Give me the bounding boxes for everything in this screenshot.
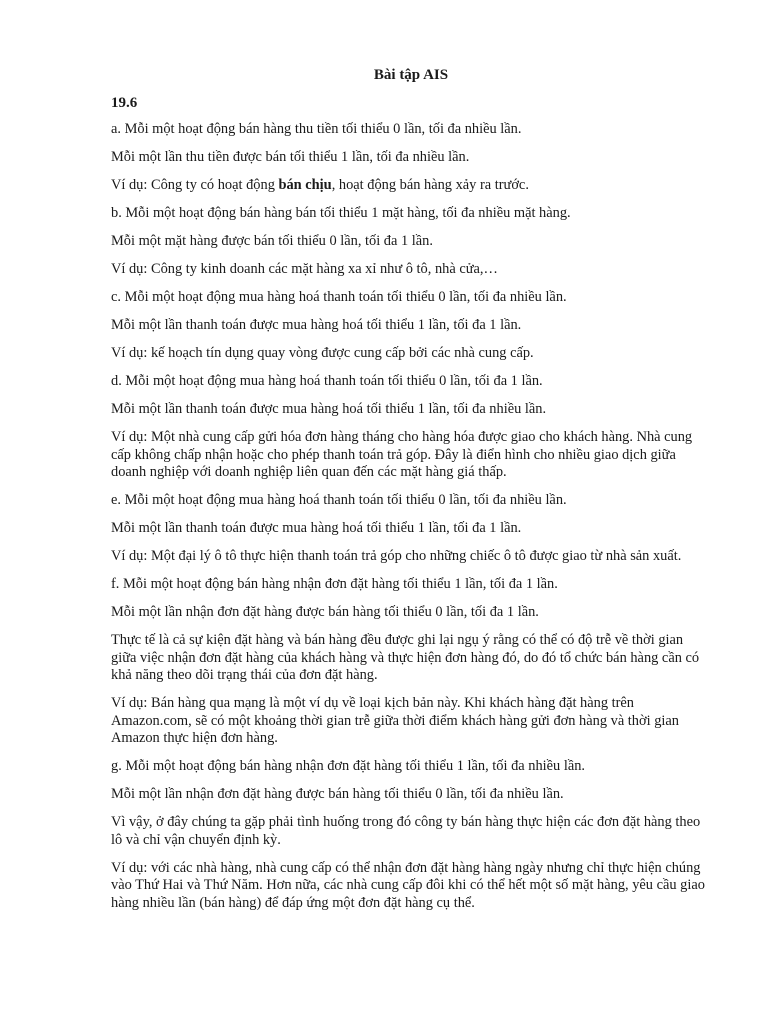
paragraph: Vì vậy, ở đây chúng ta gặp phải tình huống trong đó công ty bán hàng thực hiện các đơn đặt hàng theo lô và chỉ vận chuyển định kỳ. — [111, 814, 701, 848]
paragraph: Ví dụ: Bán hàng qua mạng là một ví dụ về loại kịch bản này. Khi khách hàng đặt hàng trên Amazon.com, sẽ có một khoảng thời gian trễ giữa thời điểm khách hàng gửi đơn hàng và thời gian Amazon thực hiện đơn hàng. — [111, 695, 679, 746]
paragraph: Thực tế là cả sự kiện đặt hàng và bán hàng đều được ghi lại ngụ ý rằng có thể có độ trễ về thời gian giữa việc nhận đơn đặt hàng của khách hàng và thực hiện đơn hàng đó, do đó tổ chức bán hàng cần có khả năng theo dõi trạng thái của đơn đặt hàng. — [111, 632, 700, 683]
paragraph: Mỗi một mặt hàng được bán tối thiểu 0 lần, tối đa 1 lần. — [111, 233, 433, 249]
paragraph: Mỗi một lần thanh toán được mua hàng hoá tối thiểu 1 lần, tối đa nhiều lần. — [111, 401, 547, 417]
paragraph: c. Mỗi một hoạt động mua hàng hoá thanh toán tối thiểu 0 lần, tối đa nhiều lần. — [111, 289, 567, 305]
paragraph: f. Mỗi một hoạt động bán hàng nhận đơn đặt hàng tối thiểu 1 lần, tối đa 1 lần. — [111, 576, 558, 592]
document-page — [111, 66, 711, 923]
paragraph: Mỗi một lần nhận đơn đặt hàng được bán hàng tối thiểu 0 lần, tối đa nhiều lần. — [111, 786, 564, 802]
paragraph: Mỗi một lần thanh toán được mua hàng hoá tối thiểu 1 lần, tối đa 1 lần. — [111, 520, 522, 536]
paragraph: a. Mỗi một hoạt động bán hàng thu tiền tối thiểu 0 lần, tối đa nhiều lần. — [111, 121, 522, 137]
bold-term: bán chịu — [278, 177, 332, 193]
paragraph: Mỗi một lần thu tiền được bán tối thiểu 1 lần, tối đa nhiều lần. — [111, 149, 470, 165]
paragraph: Ví dụ: Một đại lý ô tô thực hiện thanh toán trả góp cho những chiếc ô tô được giao từ nhà sản xuất. — [111, 548, 682, 564]
document-title: Bài tập AIS — [373, 67, 449, 83]
document-body — [111, 121, 711, 912]
paragraph: Mỗi một lần nhận đơn đặt hàng được bán hàng tối thiểu 0 lần, tối đa 1 lần. — [111, 604, 539, 620]
paragraph: Ví dụ: Công ty kinh doanh các mặt hàng xa xỉ như ô tô, nhà cửa,… — [111, 261, 498, 277]
paragraph: d. Mỗi một hoạt động mua hàng hoá thanh toán tối thiểu 0 lần, tối đa 1 lần. — [111, 373, 543, 389]
paragraph-text: , hoạt động bán hàng xảy ra trước. — [331, 177, 529, 193]
paragraph-text: Ví dụ: Công ty có hoạt động — [111, 177, 279, 193]
paragraph — [111, 177, 711, 195]
paragraph: Ví dụ: với các nhà hàng, nhà cung cấp có thể nhận đơn đặt hàng hàng ngày nhưng chỉ thực hiện chúng vào Thứ Hai và Thứ Năm. Hơn nữa, các nhà cung cấp đôi khi có thể hết một số mặt hàng, yêu cầu giao hàng nhiều lần (bán hàng) để đáp ứng một đơn đặt hàng cụ thể. — [111, 859, 705, 911]
paragraph: Ví dụ: Một nhà cung cấp gửi hóa đơn hàng tháng cho hàng hóa được giao cho khách hàng. Nhà cung cấp không chấp nhận hoặc cho phép thanh toán trả góp. Đây là điển hình cho nhiều giao dịch giữa doanh nghiệp với doanh nghiệp liên quan đến các mặt hàng giá thấp. — [111, 429, 693, 480]
paragraph: g. Mỗi một hoạt động bán hàng nhận đơn đặt hàng tối thiểu 1 lần, tối đa nhiều lần. — [111, 758, 586, 774]
paragraph: Ví dụ: kế hoạch tín dụng quay vòng được cung cấp bởi các nhà cung cấp. — [111, 345, 534, 361]
paragraph: b. Mỗi một hoạt động bán hàng bán tối thiểu 1 mặt hàng, tối đa nhiều mặt hàng. — [111, 205, 571, 221]
paragraph: e. Mỗi một hoạt động mua hàng hoá thanh toán tối thiểu 0 lần, tối đa nhiều lần. — [111, 492, 567, 508]
paragraph: Mỗi một lần thanh toán được mua hàng hoá tối thiểu 1 lần, tối đa 1 lần. — [111, 317, 522, 333]
section-number: 19.6 — [111, 95, 138, 111]
